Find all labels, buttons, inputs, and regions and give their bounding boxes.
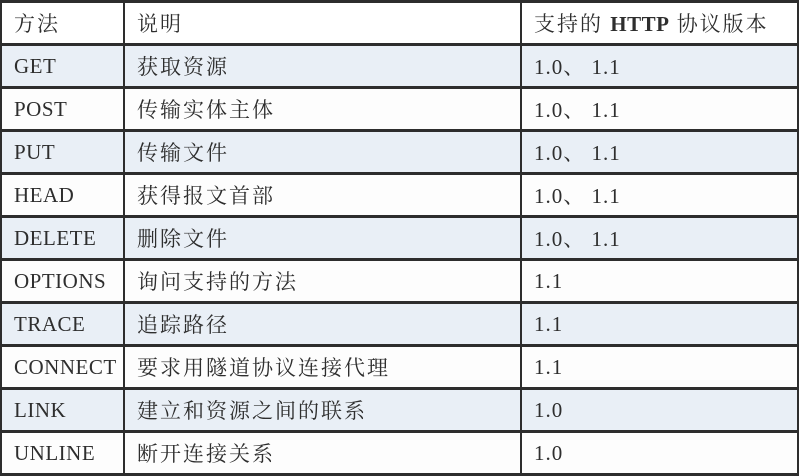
header-versions-suffix: 协议版本 — [669, 12, 769, 36]
cell-method: POST — [1, 88, 124, 131]
header-versions-prefix: 支持的 — [534, 12, 611, 36]
table-row — [1, 346, 798, 389]
cell-method: CONNECT — [1, 346, 124, 389]
cell-method: GET — [1, 45, 124, 88]
table-row — [1, 389, 798, 432]
cell-method: PUT — [1, 131, 124, 174]
cell-versions: 1.0、 1.1 — [521, 217, 798, 260]
header-cell-description: 说明 — [124, 2, 521, 45]
table-row — [1, 131, 798, 174]
cell-method: DELETE — [1, 217, 124, 260]
header-cell-versions — [521, 2, 798, 45]
cell-versions: 1.1 — [521, 303, 798, 346]
cell-description: 获取资源 — [124, 45, 521, 88]
table-row — [1, 88, 798, 131]
cell-description: 要求用隧道协议连接代理 — [124, 346, 521, 389]
header-cell-method: 方法 — [1, 2, 124, 45]
cell-description: 追踪路径 — [124, 303, 521, 346]
cell-description: 传输实体主体 — [124, 88, 521, 131]
header-versions-http: HTTP — [610, 12, 670, 36]
cell-versions: 1.0 — [521, 432, 798, 475]
cell-method: OPTIONS — [1, 260, 124, 303]
cell-description: 询问支持的方法 — [124, 260, 521, 303]
table-header-row — [1, 2, 798, 45]
cell-versions: 1.0 — [521, 389, 798, 432]
table-row — [1, 432, 798, 475]
cell-versions: 1.0、 1.1 — [521, 131, 798, 174]
cell-versions: 1.0、 1.1 — [521, 45, 798, 88]
table-row — [1, 260, 798, 303]
cell-versions: 1.0、 1.1 — [521, 88, 798, 131]
cell-method: LINK — [1, 389, 124, 432]
cell-description: 传输文件 — [124, 131, 521, 174]
cell-versions: 1.1 — [521, 260, 798, 303]
cell-method: TRACE — [1, 303, 124, 346]
cell-description: 建立和资源之间的联系 — [124, 389, 521, 432]
cell-method: UNLINE — [1, 432, 124, 475]
table-row — [1, 174, 798, 217]
table-row — [1, 217, 798, 260]
cell-method: HEAD — [1, 174, 124, 217]
table-row — [1, 45, 798, 88]
cell-versions: 1.1 — [521, 346, 798, 389]
cell-description: 删除文件 — [124, 217, 521, 260]
cell-versions: 1.0、 1.1 — [521, 174, 798, 217]
cell-description: 断开连接关系 — [124, 432, 521, 475]
table-row — [1, 303, 798, 346]
cell-description: 获得报文首部 — [124, 174, 521, 217]
